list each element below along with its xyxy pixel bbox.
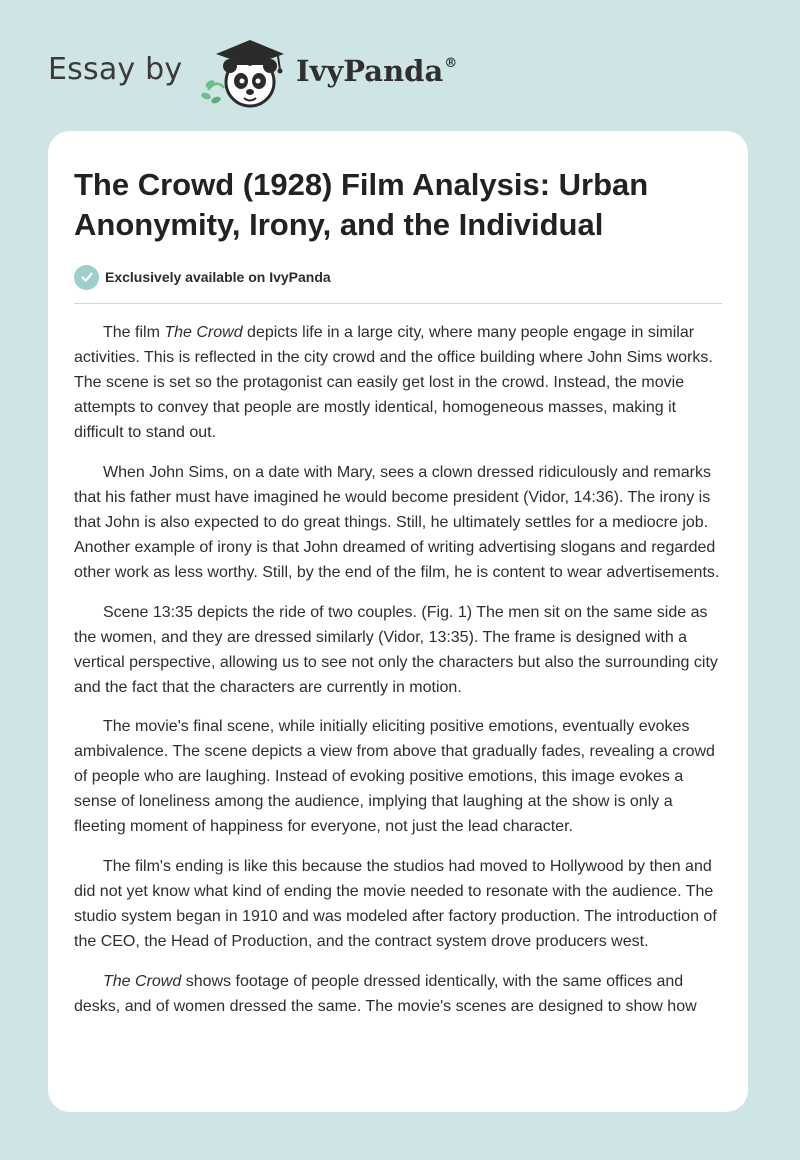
page-title: The Crowd (1928) Film Analysis: Urban Anonymity, Irony, and the Individual (74, 167, 649, 242)
essay-body (74, 320, 726, 1034)
brand-name[interactable]: IvyPanda® (296, 54, 458, 88)
paragraph-3: Scene 13:35 depicts the ride of two couples. (Fig. 1) The men sit on the same side as the women, and they are dressed similarly (Vidor, 13:35). The frame is designed with a vertical perspective, allowing us to see not only the characters but also the surrounding city and the fact that the characters are currently in motion. (74, 603, 718, 696)
paragraph-2: When John Sims, on a date with Mary, sees a clown dressed ridiculously and remarks that his father must have imagined he would become president (Vidor, 14:36). The irony is that John is also expected to do great things. Still, he ultimately settles for a mediocre job. Another example of irony is that John dreamed of writing advertising slogans and regarded other work as less worthy. Still, by the end of the film, he is content to wear advertisements. (74, 463, 720, 581)
site-header (0, 0, 800, 130)
check-icon (80, 270, 94, 284)
exclusive-label: Exclusively available on IvyPanda (105, 269, 331, 285)
divider (74, 303, 722, 304)
paragraph-6: The Crowd shows footage of people dressed identically, with the same offices and desks, and of women dressed the same. The movie's scenes are designed to show how (74, 972, 697, 1015)
essay-by-label: Essay by (48, 52, 183, 87)
exclusive-badge (74, 264, 331, 290)
essay-card (48, 131, 748, 1112)
registered-mark: ® (444, 56, 458, 71)
panda-graduate-logo-icon[interactable] (200, 36, 292, 110)
check-circle-icon (74, 265, 99, 290)
paragraph-1: The film The Crowd depicts life in a large city, where many people engage in similar activities. This is reflected in the city crowd and the office building where John Sims works. The scene is set so the protagonist can easily get lost in the crowd. Instead, the movie attempts to convey that people are mostly identical, homogeneous masses, making it difficult to stand out. (74, 324, 713, 441)
paragraph-4: The movie's final scene, while initially eliciting positive emotions, eventually evokes ambivalence. The scene depicts a view from above that gradually fades, revealing a crowd of people who are laughing. Instead of evoking positive emotions, this image evokes a sense of loneliness among the audience, implying that laughing at the show is only a fleeting moment of happiness for everyone, not just the lead character. (74, 718, 715, 836)
paragraph-5: The film's ending is like this because the studios had moved to Hollywood by then and did not yet know what kind of ending the movie needed to resonate with the audience. The studio system began in 1910 and was modeled after factory production. The introduction of the CEO, the Head of Production, and the contract system drove producers west. (74, 858, 717, 951)
